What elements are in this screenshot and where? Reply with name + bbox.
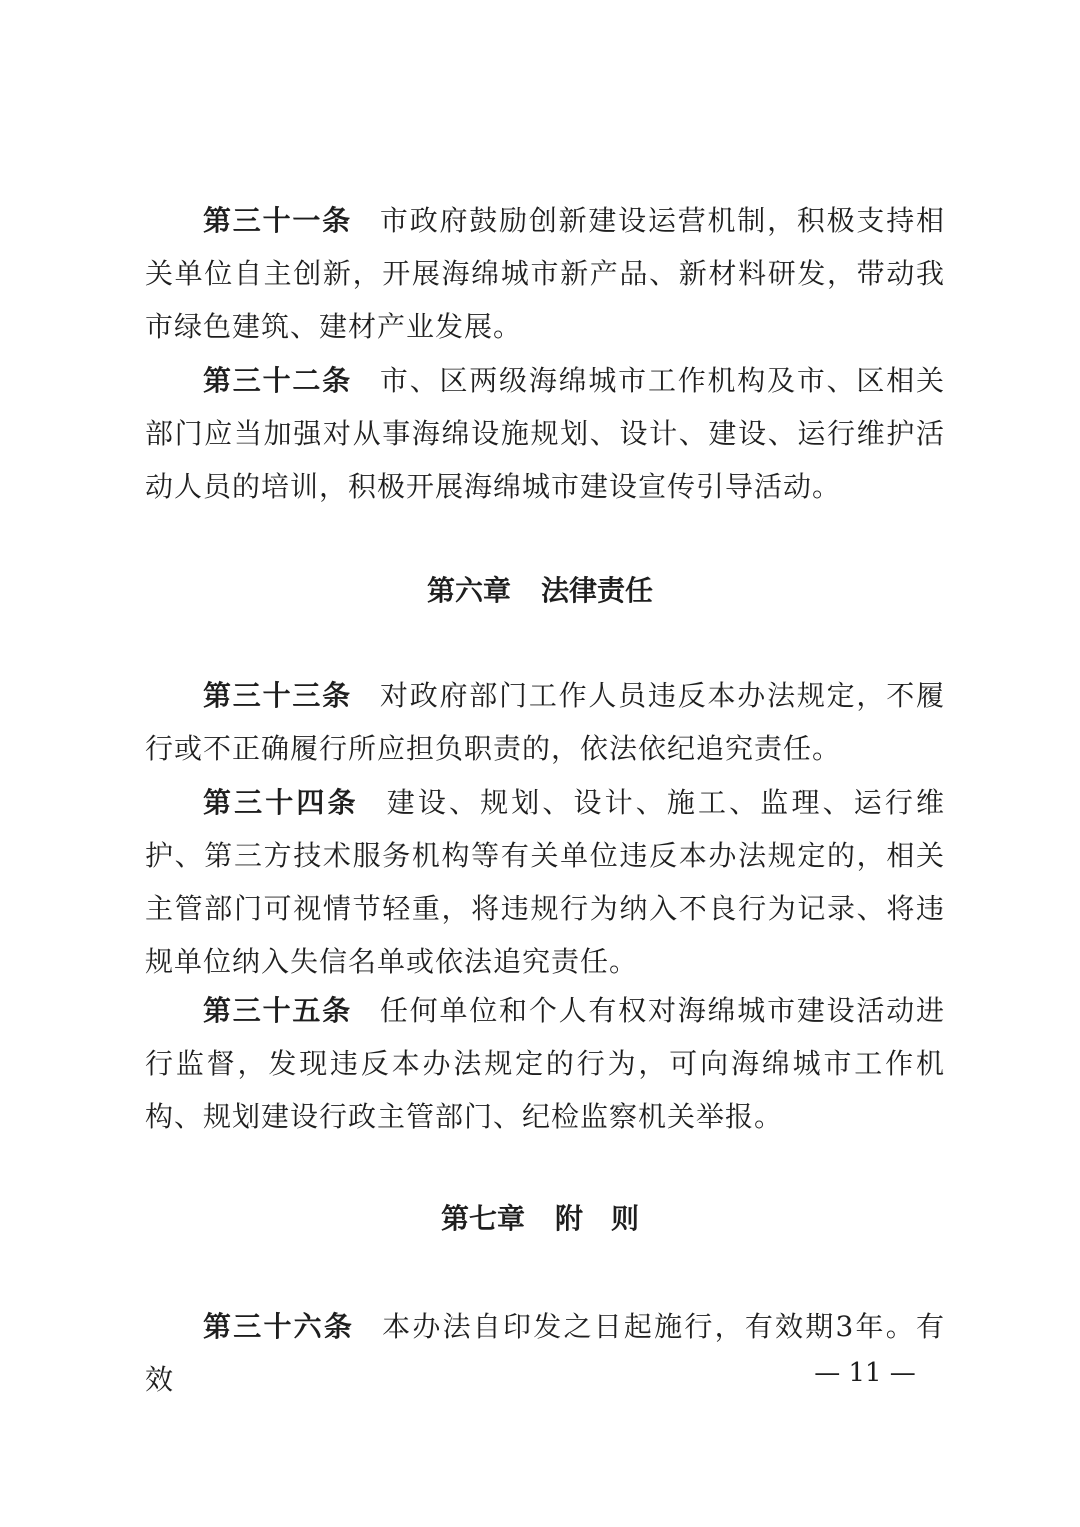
- article-number: 第三十六条: [203, 1310, 355, 1343]
- chapter-title: 法律责任: [541, 574, 654, 607]
- article-number: 第三十二条: [203, 364, 352, 397]
- article-32: [145, 354, 945, 513]
- article-31: [145, 194, 945, 353]
- article-number: 第三十一条: [203, 204, 352, 237]
- article-text: 对政府部门工作人员违反本办法规定，不履行或不正确履行所应担负职责的，依法依纪追究责任。: [145, 679, 945, 765]
- chapter-number: 第七章: [440, 1202, 525, 1235]
- article-number: 第三十四条: [203, 786, 359, 819]
- article-text: 本办法自印发之日起施行，有效期3年。有效: [145, 1310, 945, 1396]
- chapter-title: 附 则: [555, 1202, 640, 1235]
- article-number: 第三十三条: [203, 679, 352, 712]
- article-text: 市、区两级海绵城市工作机构及市、区相关部门应当加强对从事海绵设施规划、设计、建设、运行维护活动人员的培训，积极开展海绵城市建设宣传引导活动。: [145, 364, 945, 503]
- chapter-number: 第六章: [426, 574, 511, 607]
- chapter-heading-7: [0, 1199, 1080, 1239]
- article-35: [145, 984, 945, 1143]
- chapter-heading-6: [0, 571, 1080, 611]
- article-33: [145, 669, 945, 775]
- article-number: 第三十五条: [203, 994, 352, 1027]
- page-number: — 11 —: [814, 1358, 916, 1388]
- article-34: [145, 776, 945, 988]
- article-text: 任何单位和个人有权对海绵城市建设活动进行监督，发现违反本办法规定的行为，可向海绵城市工作机构、规划建设行政主管部门、纪检监察机关举报。: [145, 994, 945, 1133]
- article-text: 市政府鼓励创新建设运营机制，积极支持相关单位自主创新，开展海绵城市新产品、新材料研发，带动我市绿色建筑、建材产业发展。: [145, 204, 945, 343]
- article-text: 建设、规划、设计、施工、监理、运行维护、第三方技术服务机构等有关单位违反本办法规定的，相关主管部门可视情节轻重，将违规行为纳入不良行为记录、将违规单位纳入失信名单或依法追究责任。: [145, 786, 945, 978]
